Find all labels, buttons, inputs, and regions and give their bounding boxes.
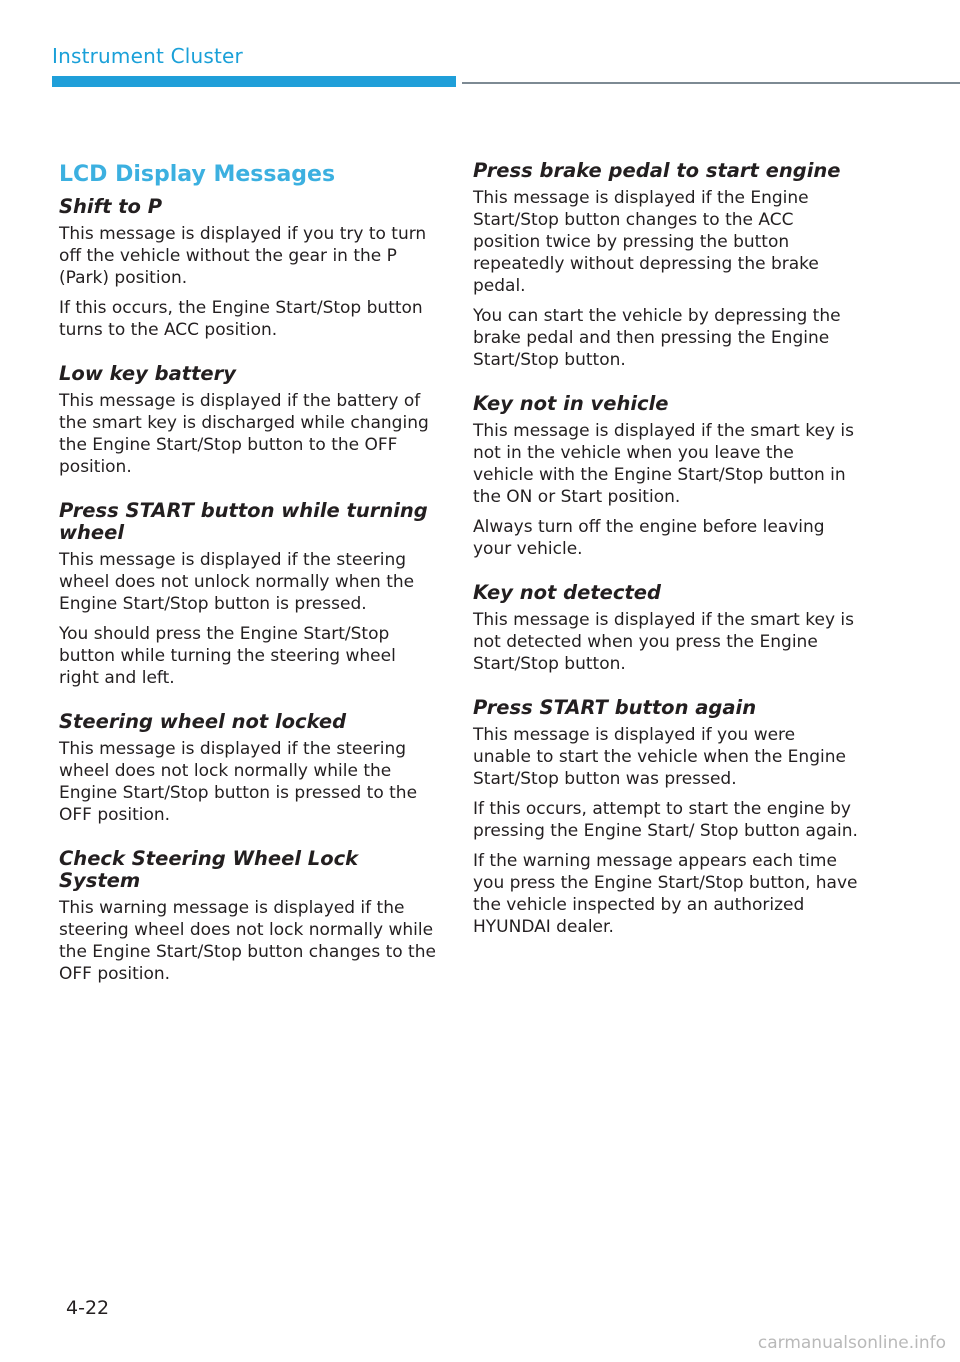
header-accent-bar — [52, 76, 456, 87]
message-paragraph: If this occurs, the Engine Start/Stop button turns to the ACC position. — [59, 298, 423, 340]
left-column — [59, 160, 441, 993]
message-paragraph: You can start the vehicle by depressing the brake pedal and then pressing the Engine Start/Stop button. — [473, 306, 841, 370]
section-title: LCD Display Messages — [59, 162, 336, 187]
message-paragraph: This message is displayed if the Engine Start/Stop button changes to the ACC position twice by pressing the button repeatedly without depressing the brake pedal. — [473, 188, 819, 296]
message-heading: Shift to P — [59, 195, 163, 218]
message-paragraph: You should press the Engine Start/Stop button while turning the steering wheel right and left. — [59, 624, 396, 688]
message-paragraph: This message is displayed if the steering wheel does not unlock normally when the Engine Start/Stop button is pressed. — [59, 550, 415, 614]
message-heading: Press START button while turning wheel — [59, 499, 428, 544]
right-column — [473, 160, 858, 946]
header-title: Instrument Cluster — [52, 44, 243, 68]
message-heading: Check Steering Wheel Lock System — [59, 847, 359, 892]
message-heading: Key not in vehicle — [473, 392, 669, 415]
message-paragraph: This message is displayed if you were unable to start the vehicle when the Engine Start/Stop button was pressed. — [473, 725, 846, 789]
message-heading: Steering wheel not locked — [59, 710, 347, 733]
message-paragraph: This message is displayed if the smart key is not detected when you press the Engine Start/Stop button. — [473, 610, 854, 674]
message-paragraph: Always turn off the engine before leaving your vehicle. — [473, 517, 825, 559]
message-heading: Key not detected — [473, 581, 661, 604]
message-paragraph: This message is displayed if the battery of the smart key is discharged while changing the Engine Start/Stop button to the OFF position. — [59, 391, 429, 477]
message-paragraph: If this occurs, attempt to start the engine by pressing the Engine Start/ Stop button again. — [473, 799, 858, 841]
message-heading: Press brake pedal to start engine — [473, 159, 841, 182]
header-rule — [462, 82, 960, 84]
message-paragraph: This warning message is displayed if the steering wheel does not lock normally while the Engine Start/Stop button changes to the OFF position. — [59, 898, 436, 984]
message-paragraph: This message is displayed if the steering wheel does not lock normally while the Engine Start/Stop button is pressed to the OFF position. — [59, 739, 418, 825]
page-number: 4-22 — [66, 1297, 110, 1319]
watermark: carmanualsonline.info — [757, 1333, 946, 1353]
message-heading: Low key battery — [59, 362, 236, 385]
message-paragraph: This message is displayed if the smart key is not in the vehicle when you leave the vehicle with the Engine Start/Stop button in the ON or Start position. — [473, 421, 854, 507]
message-heading: Press START button again — [473, 696, 757, 719]
message-paragraph: This message is displayed if you try to turn off the vehicle without the gear in the P (Park) position. — [59, 224, 427, 288]
message-paragraph: If the warning message appears each time you press the Engine Start/Stop button, have the vehicle inspected by an authorized HYUNDAI dealer. — [473, 851, 858, 937]
